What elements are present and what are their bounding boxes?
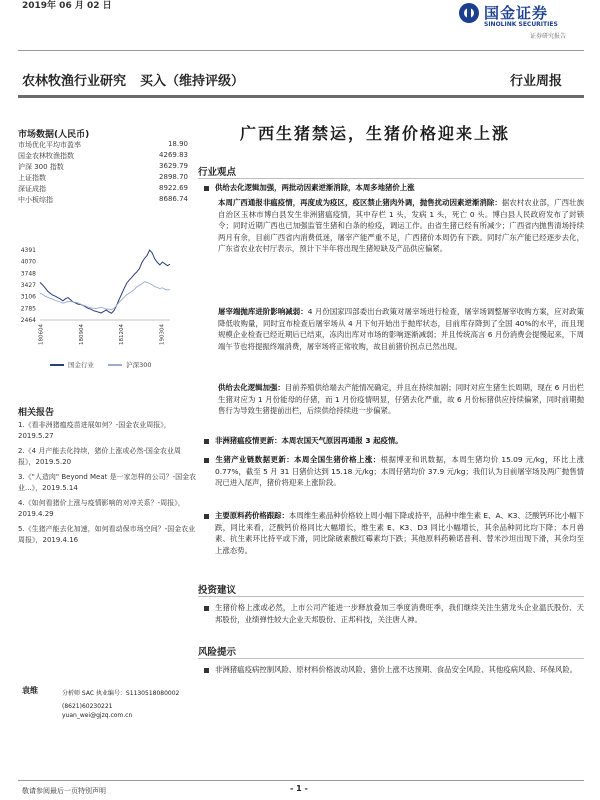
market-data-label: 上证指数 <box>18 174 46 182</box>
view-para-2-body: 4 月份国家四部委出台政策对屠宰场进行检查，屠宰场调整屠宰收购方案，应对政策降低收购量，同时宜布检查后屠宰场从 4 月下旬开始出于抛库状态，目前库存降到了全国 40%的水平，而且现规模企业检查已经近期后已结束，冻肉出库对市场的影响逐渐减弱；并且传统高言 6 月份消费会提慢起来，下周端午节也将提振终端消费，屠宰场将正常收购，故目前猪价拐点已然出现。 <box>218 307 584 351</box>
section-risk-title: 风险提示 <box>198 647 237 658</box>
x-tick-label: 181204 <box>119 324 126 345</box>
legend-label-2: 沪深300 <box>126 361 152 369</box>
footer-divider <box>18 780 584 781</box>
author-contact <box>62 702 132 720</box>
industry-label: 农林牧渔行业研究 <box>22 74 127 89</box>
view-bullet-3-body: 根据博亚和讯数据，本周生猪均价 15.09 元/kg，环比上涨 0.77%，截至 5 月 31 日猪价达到 15.18 元/kg；本周仔猪均价 37.9 元/kg；我们认为目前屠宰场及两广抛售情况已进入尾声，猪价将迎来上涨阶段。 <box>215 455 584 487</box>
view-bullet-3 <box>204 454 584 489</box>
y-tick-label: 3748 <box>20 270 36 278</box>
header-divider <box>18 95 584 98</box>
section-view-divider <box>198 178 584 179</box>
view-para-1-head: 本周广西通报非瘟疫情，再度成为疫区，疫区禁止猪肉外调，抛售扰动因素逆渐消除： <box>218 198 502 207</box>
market-data-label: 沪深 300 指数 <box>18 163 64 171</box>
header-left <box>22 70 244 89</box>
brand-sub: 证券研究报告 <box>530 33 567 40</box>
view-para-1 <box>218 197 584 255</box>
bullet-icon <box>204 514 209 519</box>
index-chart <box>14 240 194 358</box>
page-number: - 1 - <box>290 784 308 793</box>
bullet-icon <box>204 186 209 191</box>
market-data-row <box>18 162 188 172</box>
market-data-row <box>18 173 188 183</box>
section-invest-divider <box>198 596 584 597</box>
brand-logo <box>458 2 586 42</box>
series-line-2 <box>40 282 170 310</box>
report-date: 2019年 06 月 02 日 <box>22 1 112 11</box>
top-divider <box>18 50 584 51</box>
author-phone: (8621)60230221 <box>62 703 113 710</box>
market-data-value: 18.90 <box>167 140 188 148</box>
view-bullet-4-body: 本周维生素品种价格较上周小幅下降或持平，品种中维生素 E、A、K3、泛酸钙环比小幅下跌，同比来看，泛酸钙价格同比大幅增长，维生素 E、K3、D3 同比小幅增长，其余品种同比均下降；本月兽素、抗生素环比持平或下滑，同比除破素酸红霉素均下跌；其他原料药赖诺普利、替米沙坦出现下滑，其余均至上涨态势。 <box>215 511 585 555</box>
market-data-label: 深证成指 <box>18 185 46 193</box>
bullet-icon <box>204 606 209 611</box>
series-line-1 <box>40 250 170 313</box>
y-tick-label: 3427 <box>20 282 36 289</box>
market-data-value: 3629.79 <box>159 162 188 170</box>
market-data-value: 4269.83 <box>159 151 188 159</box>
x-tick-label: 180604 <box>38 324 45 345</box>
bullet-icon <box>204 668 209 673</box>
footer-note: 敬请参阅最后一页特别声明 <box>22 787 106 795</box>
view-bullet-1: 供给去化逻辑加强，两批动因素逆渐消除，本周多地猪价上涨 <box>204 182 584 194</box>
section-invest-title: 投资建议 <box>198 585 237 596</box>
market-data-value: 8686.74 <box>159 195 188 203</box>
market-data-label: 国金农林牧渔指数 <box>18 152 74 160</box>
y-tick-label: 4070 <box>20 258 36 266</box>
invest-text: 生猪价格上涨或必然，上市公司产能进一步释放叠加三季度消费旺季，我们继续关注生猪龙头企业温氏股份、天邦股份，业绩弹性较大企业天邦股份、正邦科技，关注唐人神。 <box>215 603 584 624</box>
section-risk-divider <box>198 658 584 659</box>
view-para-3-head: 供给去化逻辑加强： <box>218 383 285 392</box>
author-name: 袁维 <box>22 686 38 695</box>
view-bullet-4-head: 主要原料药价格跟踪： <box>215 511 289 520</box>
related-item-1: 1.《看非洲猪瘟疫苗进展如何？-国金农业周报》，2019.5.27 <box>18 421 171 440</box>
report-type: 行业周报 <box>510 74 563 89</box>
related-item-3: 3.《"人造肉" Beyond Meat 是一家怎样的公司？-国金农业...》，2019.5.14 <box>18 473 197 492</box>
view-para-1-body: 据农村农业部，广西壮族自治区玉林市博白县发生非洲猪瘟疫情，其中存栏 1 头，发病 1 头，死亡 0 头。博白县人民政府发布了封锁令；同时近期广西也已加强监管生猪和白条的检疫，调运工作。由省生猪已经有所减少；广西省内抛售清场持续两月有余，目前广西省内消费低迷，屠宰产能严重不足，广西猪价本周仍有下跌。同时广东产能已经逐步去化，广东省农业农村厅表示，预计下半年将出现生猪短缺及产品供应偏紧。 <box>218 198 584 253</box>
invest-bullet <box>204 602 584 625</box>
related-title: 相关报告 <box>18 408 55 418</box>
related-item-2: 2.《4 月产能去化持续，猪价上涨或必然-国金农业周报》，2019.5.20 <box>18 447 181 466</box>
author-email[interactable]: yuan_wei@gjzq.com.cn <box>62 712 133 719</box>
related-item-5: 5.《生猪产能去化加速，如何看动保市场空间？-国金农业周报》，2019.4.16 <box>18 525 196 544</box>
view-bullet-3-head: 生猪产业链数据更新：本周全国生猪价格上涨： <box>215 455 381 464</box>
section-view-title: 行业观点 <box>198 167 237 178</box>
market-data-label: 市场优化平均市盈率 <box>18 141 81 149</box>
y-tick-label: 4391 <box>20 247 36 254</box>
market-data-value: 2898.70 <box>159 173 188 181</box>
view-para-2-head: 屠宰端抛库进阶影响减弱： <box>218 307 308 316</box>
related-item-4: 4.《如何看猪价上涨与疫情影响的对冲关系？-周报》，2019.4.29 <box>18 499 185 518</box>
risk-bullet <box>204 664 584 676</box>
legend-label-1: 国金行业 <box>68 361 94 369</box>
y-tick-label: 3106 <box>20 293 36 301</box>
view-bullet-4 <box>204 510 584 556</box>
brand-en: SINOLINK SECURITIES <box>484 21 558 28</box>
legend-swatch-1 <box>50 364 64 366</box>
market-data-label: 中小板综指 <box>18 196 53 204</box>
market-data-row <box>18 140 188 150</box>
legend-swatch-2 <box>108 364 122 366</box>
view-para-3 <box>218 382 584 417</box>
report-title: 广西生猪禁运，生猪价格迎来上涨 <box>240 124 511 143</box>
view-para-3-body: 目前养殖供给端去产能情况确定，并且在持续加剧；同时对应生猪生长周期，现在 6 月出栏生猪对应为 1 月份能母的仔猪，而 1 月份疫情明显，仔猪去化严重，故 6 月份标猪供应持续偏紧，同时前期抛售行为导致生猪提前出栏，后续供给持续进一步偏紧。 <box>218 383 584 415</box>
y-tick-label: 2785 <box>20 305 36 313</box>
bullet-icon <box>204 439 209 444</box>
market-data-row <box>18 195 188 205</box>
market-data-row <box>18 151 188 161</box>
view-para-2 <box>218 306 584 352</box>
risk-text: 非洲猪瘟疫病控制风险、原材料价格波动风险、猪价上涨不达预期、食品安全风险、其他疫病风险、环保风险。 <box>215 665 578 674</box>
market-data-value: 8922.69 <box>159 184 188 192</box>
view-bullet-2: 非洲猪瘟疫情更新：本周农国天气原因再通报 3 起疫情。 <box>204 435 584 447</box>
bullet-icon <box>204 458 209 463</box>
market-data-row <box>18 184 188 194</box>
rating-label: 买入（维持评级） <box>140 74 245 89</box>
brand-name: 国金证券 <box>484 4 549 22</box>
author-sac: 分析师 SAC 执业编号：S1130518080002 <box>62 690 180 697</box>
y-tick-label: 2464 <box>20 317 36 324</box>
x-tick-label: 180904 <box>78 324 85 345</box>
chart-legend <box>50 360 152 369</box>
x-tick-label: 190304 <box>159 324 166 345</box>
market-data-title: 市场数据(人民币) <box>18 130 90 140</box>
brand-logo-icon <box>458 2 480 26</box>
